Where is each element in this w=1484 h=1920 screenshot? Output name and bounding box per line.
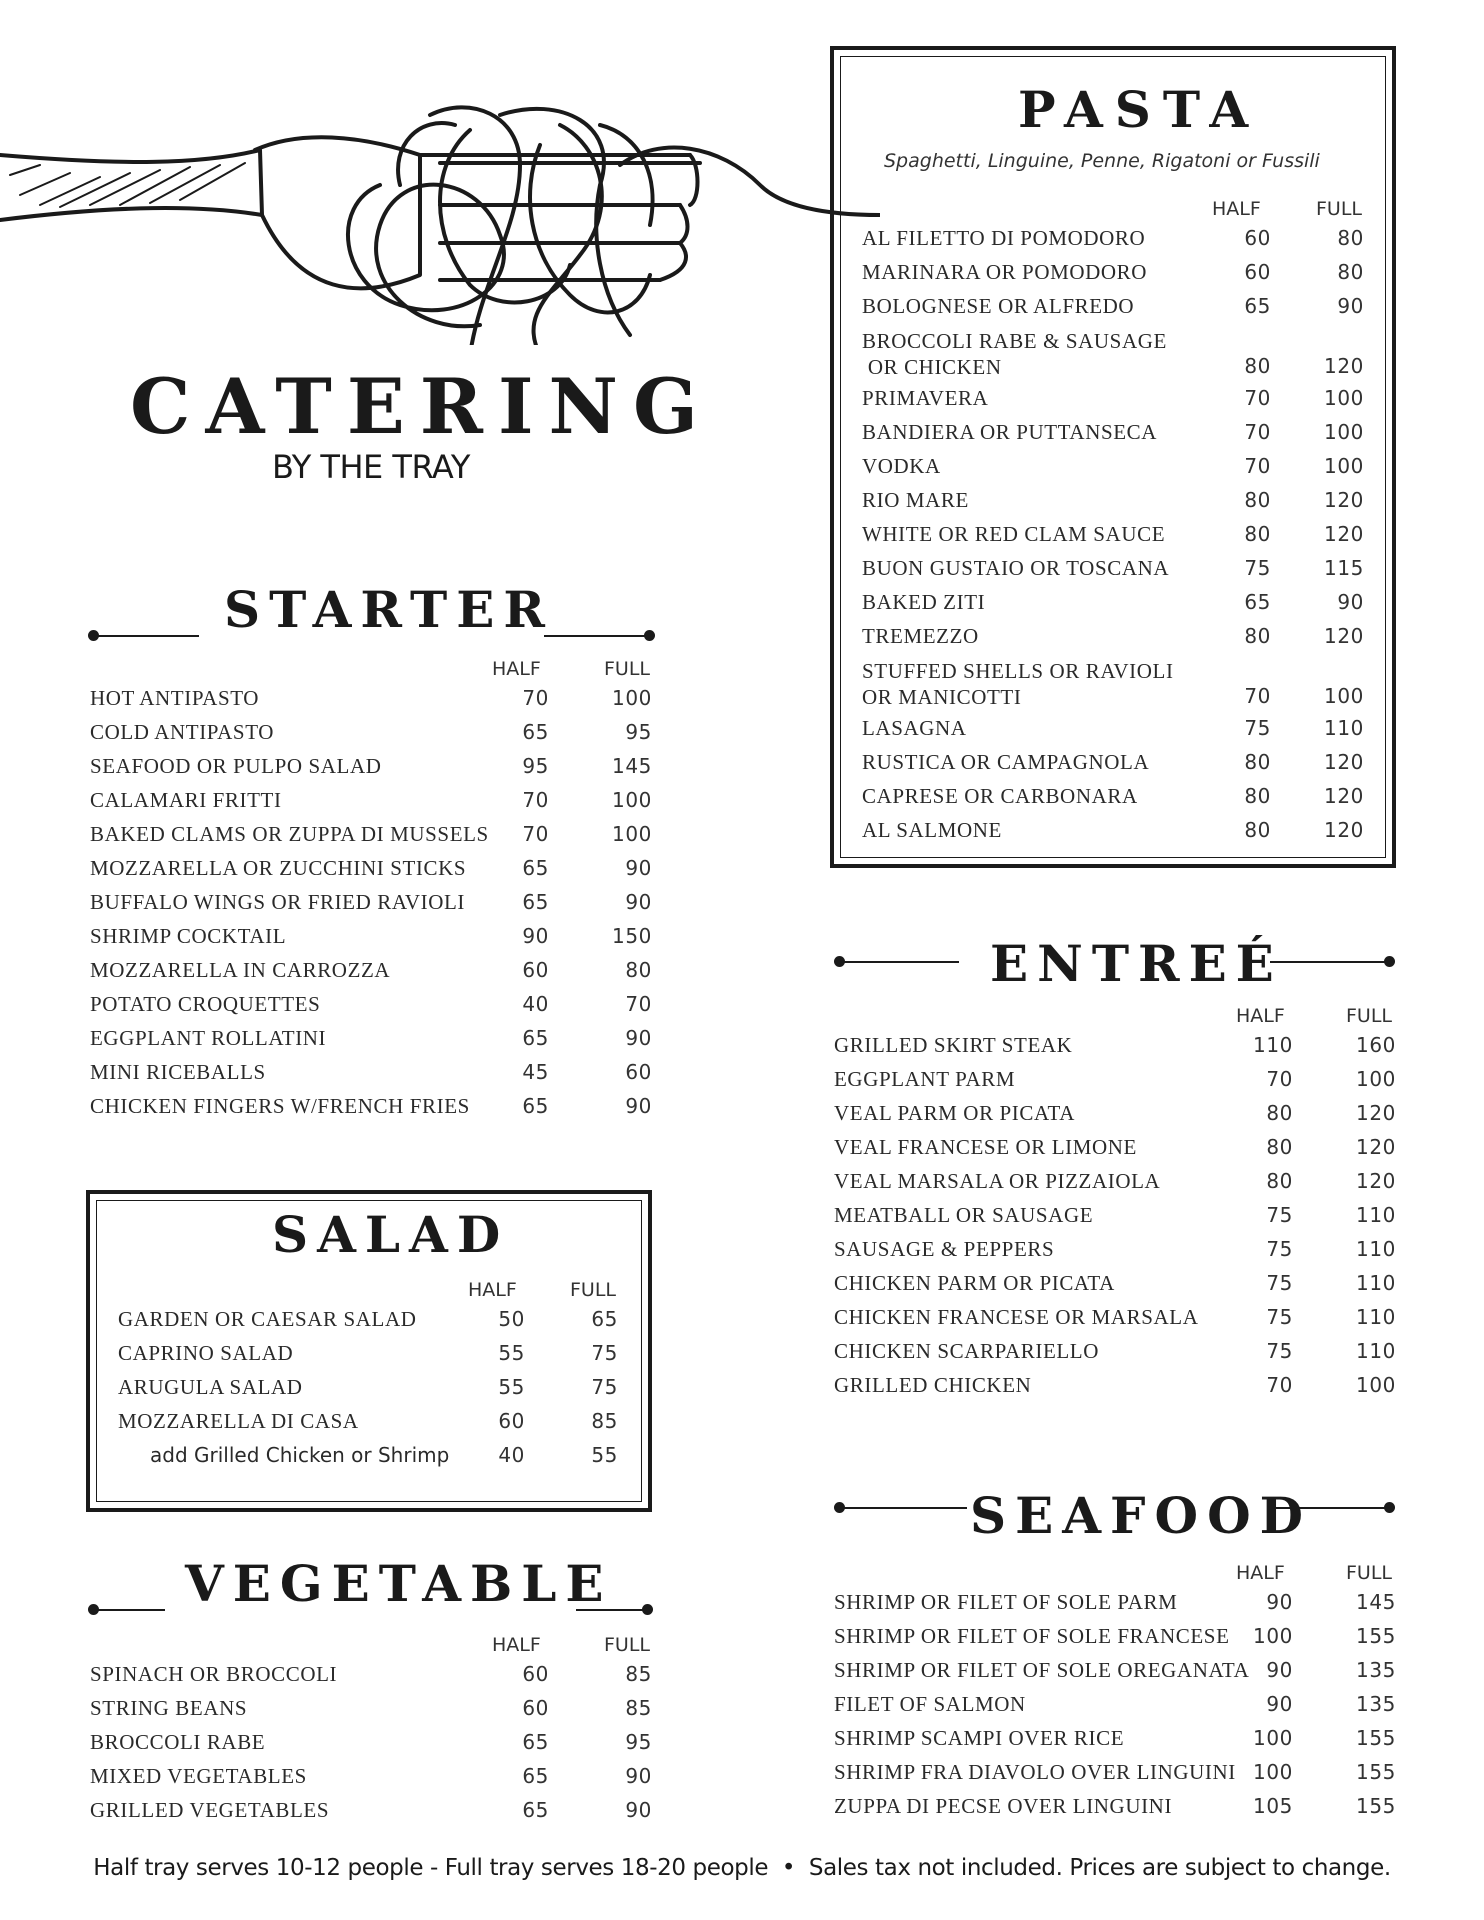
half-price: 80 bbox=[1244, 784, 1271, 808]
pasta-section bbox=[862, 198, 1372, 852]
entree-menu-item bbox=[834, 1339, 1400, 1373]
item-name: STRING BEANS bbox=[90, 1696, 248, 1720]
full-price: 65 bbox=[591, 1307, 618, 1331]
full-price: 55 bbox=[591, 1443, 618, 1467]
seafood-menu-item bbox=[834, 1624, 1400, 1658]
item-name: FILET OF SALMON bbox=[834, 1692, 1026, 1716]
full-price: 80 bbox=[1337, 260, 1364, 284]
starter-menu-item bbox=[90, 958, 656, 992]
item-name: VODKA bbox=[862, 454, 941, 478]
fork-with-spaghetti-icon bbox=[0, 55, 880, 345]
footer-note: Half tray serves 10-12 people - Full tray serves 18-20 people • Sales tax not included. Prices are subject to change. bbox=[93, 1855, 1391, 1881]
vegetable-list bbox=[90, 1662, 656, 1832]
salad-section bbox=[118, 1279, 628, 1477]
half-price: 90 bbox=[1266, 1590, 1293, 1614]
full-price: 120 bbox=[1356, 1135, 1396, 1159]
full-price: 110 bbox=[1356, 1203, 1396, 1227]
half-header: HALF bbox=[492, 658, 541, 680]
full-header: FULL bbox=[570, 1279, 617, 1301]
starter-column-headers bbox=[90, 658, 656, 686]
item-name: GRILLED VEGETABLES bbox=[90, 1798, 330, 1822]
full-price: 95 bbox=[625, 1730, 652, 1754]
starter-menu-item bbox=[90, 1060, 656, 1094]
item-name: VEAL PARM OR PICATA bbox=[834, 1101, 1075, 1125]
item-name: SEAFOOD OR PULPO SALAD bbox=[90, 754, 382, 778]
half-price: 55 bbox=[498, 1341, 525, 1365]
vegetable-column-headers bbox=[90, 1634, 656, 1662]
item-name: SHRIMP OR FILET OF SOLE OREGANATA bbox=[834, 1658, 1250, 1682]
half-price: 65 bbox=[522, 890, 549, 914]
full-price: 100 bbox=[1324, 454, 1364, 478]
pasta-menu-item bbox=[862, 658, 1372, 716]
half-price: 65 bbox=[522, 1764, 549, 1788]
starter-menu-item bbox=[90, 1026, 656, 1060]
item-name: BUFFALO WINGS OR FRIED RAVIOLI bbox=[90, 890, 466, 914]
starter-divider-left bbox=[93, 635, 199, 637]
half-price: 80 bbox=[1266, 1101, 1293, 1125]
seafood-section bbox=[834, 1562, 1400, 1828]
starter-list bbox=[90, 686, 656, 1128]
starter-menu-item bbox=[90, 1094, 656, 1128]
item-name: MOZZARELLA OR ZUCCHINI STICKS bbox=[90, 856, 467, 880]
item-name: AL SALMONE bbox=[862, 818, 1002, 842]
half-header: HALF bbox=[1212, 198, 1261, 220]
half-price: 65 bbox=[522, 1798, 549, 1822]
entree-menu-item bbox=[834, 1271, 1400, 1305]
half-price: 80 bbox=[1266, 1135, 1293, 1159]
page-subtitle: BY THE TRAY bbox=[272, 448, 470, 486]
pasta-menu-item bbox=[862, 386, 1372, 420]
entree-menu-item bbox=[834, 1373, 1400, 1407]
full-price: 110 bbox=[1356, 1237, 1396, 1261]
pasta-menu-item bbox=[862, 716, 1372, 750]
half-price: 60 bbox=[522, 1696, 549, 1720]
full-price: 90 bbox=[625, 1094, 652, 1118]
half-price: 70 bbox=[522, 822, 549, 846]
half-price: 90 bbox=[522, 924, 549, 948]
full-price: 100 bbox=[612, 788, 652, 812]
full-price: 95 bbox=[625, 720, 652, 744]
full-price: 90 bbox=[625, 890, 652, 914]
pasta-menu-item bbox=[862, 328, 1372, 386]
half-price: 75 bbox=[1266, 1339, 1293, 1363]
full-price: 120 bbox=[1324, 784, 1364, 808]
full-price: 90 bbox=[625, 1764, 652, 1788]
salad-column-headers bbox=[118, 1279, 628, 1307]
salad-menu-item bbox=[118, 1341, 628, 1375]
item-name: PRIMAVERA bbox=[862, 386, 989, 410]
full-price: 120 bbox=[1356, 1101, 1396, 1125]
half-price: 70 bbox=[1266, 1373, 1293, 1397]
half-price: 75 bbox=[1266, 1305, 1293, 1329]
half-price: 100 bbox=[1253, 1760, 1293, 1784]
item-name: VEAL MARSALA OR PIZZAIOLA bbox=[834, 1169, 1161, 1193]
pasta-menu-item bbox=[862, 226, 1372, 260]
item-name: TREMEZZO bbox=[862, 624, 979, 648]
item-name: GRILLED CHICKEN bbox=[834, 1373, 1032, 1397]
item-name: CALAMARI FRITTI bbox=[90, 788, 282, 812]
pasta-menu-item bbox=[862, 488, 1372, 522]
item-name: EGGPLANT ROLLATINI bbox=[90, 1026, 327, 1050]
item-name: SHRIMP OR FILET OF SOLE PARM bbox=[834, 1590, 1178, 1614]
full-price: 160 bbox=[1356, 1033, 1396, 1057]
item-name: CHICKEN FRANCESE OR MARSALA bbox=[834, 1305, 1199, 1329]
item-name: SHRIMP SCAMPI OVER RICE bbox=[834, 1726, 1125, 1750]
item-name: SHRIMP FRA DIAVOLO OVER LINGUINI bbox=[834, 1760, 1236, 1784]
item-name: BANDIERA OR PUTTANSECA bbox=[862, 420, 1158, 444]
full-price: 135 bbox=[1356, 1692, 1396, 1716]
full-price: 155 bbox=[1356, 1794, 1396, 1818]
entree-divider-left bbox=[839, 961, 959, 963]
half-price: 80 bbox=[1244, 750, 1271, 774]
seafood-menu-item bbox=[834, 1658, 1400, 1692]
full-price: 100 bbox=[1356, 1373, 1396, 1397]
item-name: SPINACH OR BROCCOLI bbox=[90, 1662, 338, 1686]
seafood-menu-item bbox=[834, 1590, 1400, 1624]
item-name: add Grilled Chicken or Shrimp bbox=[150, 1443, 450, 1467]
half-price: 65 bbox=[1244, 294, 1271, 318]
entree-menu-item bbox=[834, 1067, 1400, 1101]
full-price: 100 bbox=[1324, 386, 1364, 410]
half-price: 70 bbox=[522, 686, 549, 710]
item-name: MOZZARELLA IN CARROZZA bbox=[90, 958, 391, 982]
seafood-title: SEAFOOD bbox=[970, 1486, 1312, 1545]
entree-menu-item bbox=[834, 1237, 1400, 1271]
half-price: 75 bbox=[1244, 556, 1271, 580]
full-price: 110 bbox=[1324, 716, 1364, 740]
half-price: 60 bbox=[1244, 260, 1271, 284]
entree-menu-item bbox=[834, 1101, 1400, 1135]
full-price: 120 bbox=[1324, 522, 1364, 546]
seafood-divider-left bbox=[839, 1507, 967, 1509]
starter-divider-right bbox=[544, 635, 650, 637]
entree-divider-right bbox=[1270, 961, 1390, 963]
full-price: 110 bbox=[1356, 1339, 1396, 1363]
item-name: STUFFED SHELLS OR RAVIOLI OR MANICOTTI bbox=[862, 659, 1174, 709]
starter-menu-item bbox=[90, 856, 656, 890]
full-price: 90 bbox=[625, 1026, 652, 1050]
starter-menu-item bbox=[90, 822, 656, 856]
pasta-menu-item bbox=[862, 784, 1372, 818]
full-price: 85 bbox=[591, 1409, 618, 1433]
half-price: 80 bbox=[1266, 1169, 1293, 1193]
item-name: CAPRESE OR CARBONARA bbox=[862, 784, 1138, 808]
item-name: ARUGULA SALAD bbox=[118, 1375, 303, 1399]
item-name: RIO MARE bbox=[862, 488, 969, 512]
half-price: 80 bbox=[1244, 522, 1271, 546]
pasta-menu-item bbox=[862, 818, 1372, 852]
starter-title: STARTER bbox=[224, 580, 554, 639]
pasta-column-headers bbox=[862, 198, 1372, 226]
full-price: 110 bbox=[1356, 1305, 1396, 1329]
full-price: 120 bbox=[1324, 488, 1364, 512]
pasta-menu-item bbox=[862, 294, 1372, 328]
item-name: CHICKEN PARM OR PICATA bbox=[834, 1271, 1115, 1295]
item-name: HOT ANTIPASTO bbox=[90, 686, 260, 710]
half-header: HALF bbox=[492, 1634, 541, 1656]
half-price: 65 bbox=[522, 1730, 549, 1754]
item-name: BROCCOLI RABE bbox=[90, 1730, 266, 1754]
entree-menu-item bbox=[834, 1033, 1400, 1067]
half-price: 80 bbox=[1244, 624, 1271, 648]
seafood-menu-item bbox=[834, 1692, 1400, 1726]
item-name: BOLOGNESE OR ALFREDO bbox=[862, 294, 1135, 318]
entree-menu-item bbox=[834, 1169, 1400, 1203]
item-name: MOZZARELLA DI CASA bbox=[118, 1409, 359, 1433]
half-price: 70 bbox=[522, 788, 549, 812]
item-name: MARINARA OR POMODORO bbox=[862, 260, 1148, 284]
half-price: 70 bbox=[1244, 454, 1271, 478]
salad-list bbox=[118, 1307, 628, 1477]
half-price: 65 bbox=[522, 720, 549, 744]
pasta-menu-item bbox=[862, 454, 1372, 488]
half-price: 65 bbox=[522, 856, 549, 880]
half-price: 65 bbox=[1244, 590, 1271, 614]
item-name: AL FILETTO DI POMODORO bbox=[862, 226, 1146, 250]
half-price: 90 bbox=[1266, 1658, 1293, 1682]
half-price: 75 bbox=[1266, 1203, 1293, 1227]
full-price: 145 bbox=[612, 754, 652, 778]
pasta-menu-item bbox=[862, 590, 1372, 624]
half-price: 70 bbox=[1244, 386, 1271, 410]
seafood-menu-item bbox=[834, 1760, 1400, 1794]
full-price: 100 bbox=[612, 686, 652, 710]
half-price: 60 bbox=[498, 1409, 525, 1433]
full-price: 120 bbox=[1324, 624, 1364, 648]
full-price: 155 bbox=[1356, 1760, 1396, 1784]
half-price: 95 bbox=[522, 754, 549, 778]
half-price: 70 bbox=[1244, 420, 1271, 444]
half-price: 50 bbox=[498, 1307, 525, 1331]
item-name: GRILLED SKIRT STEAK bbox=[834, 1033, 1073, 1057]
full-price: 100 bbox=[1324, 684, 1364, 708]
full-price: 80 bbox=[1337, 226, 1364, 250]
vegetable-title: VEGETABLE bbox=[185, 1554, 613, 1613]
item-name: RUSTICA OR CAMPAGNOLA bbox=[862, 750, 1150, 774]
full-price: 120 bbox=[1324, 354, 1364, 378]
seafood-column-headers bbox=[834, 1562, 1400, 1590]
entree-section bbox=[834, 1005, 1400, 1407]
entree-title: ENTREÉ bbox=[990, 934, 1283, 993]
item-name: CAPRINO SALAD bbox=[118, 1341, 294, 1365]
full-price: 85 bbox=[625, 1662, 652, 1686]
full-price: 110 bbox=[1356, 1271, 1396, 1295]
starter-section bbox=[90, 658, 656, 1128]
full-header: FULL bbox=[1346, 1562, 1393, 1584]
entree-menu-item bbox=[834, 1135, 1400, 1169]
salad-menu-item bbox=[118, 1409, 628, 1443]
salad-title: SALAD bbox=[272, 1205, 510, 1264]
starter-menu-item bbox=[90, 720, 656, 754]
half-price: 60 bbox=[522, 958, 549, 982]
item-name: LASAGNA bbox=[862, 716, 967, 740]
half-price: 65 bbox=[522, 1026, 549, 1050]
item-name: POTATO CROQUETTES bbox=[90, 992, 321, 1016]
vegetable-divider-left bbox=[93, 1609, 165, 1611]
vegetable-menu-item bbox=[90, 1696, 656, 1730]
full-price: 70 bbox=[625, 992, 652, 1016]
full-header: FULL bbox=[604, 658, 651, 680]
full-price: 120 bbox=[1356, 1169, 1396, 1193]
full-price: 120 bbox=[1324, 750, 1364, 774]
half-price: 75 bbox=[1266, 1271, 1293, 1295]
pasta-list bbox=[862, 226, 1372, 852]
half-price: 40 bbox=[498, 1443, 525, 1467]
starter-menu-item bbox=[90, 924, 656, 958]
full-price: 90 bbox=[625, 1798, 652, 1822]
half-price: 60 bbox=[522, 1662, 549, 1686]
salad-menu-item bbox=[118, 1375, 628, 1409]
half-price: 110 bbox=[1253, 1033, 1293, 1057]
salad-menu-item bbox=[118, 1443, 628, 1477]
item-name: EGGPLANT PARM bbox=[834, 1067, 1016, 1091]
half-price: 105 bbox=[1253, 1794, 1293, 1818]
full-header: FULL bbox=[604, 1634, 651, 1656]
item-name: BROCCOLI RABE & SAUSAGE OR CHICKEN bbox=[862, 329, 1167, 379]
item-name: BUON GUSTAIO OR TOSCANA bbox=[862, 556, 1170, 580]
half-price: 60 bbox=[1244, 226, 1271, 250]
starter-menu-item bbox=[90, 890, 656, 924]
item-name: SHRIMP COCKTAIL bbox=[90, 924, 287, 948]
half-price: 80 bbox=[1244, 354, 1271, 378]
item-name: BAKED CLAMS OR ZUPPA DI MUSSELS bbox=[90, 822, 489, 846]
page-title: CATERING bbox=[130, 362, 713, 451]
item-name: ZUPPA DI PECSE OVER LINGUINI bbox=[834, 1794, 1173, 1818]
pasta-menu-item bbox=[862, 556, 1372, 590]
full-price: 135 bbox=[1356, 1658, 1396, 1682]
pasta-menu-item bbox=[862, 420, 1372, 454]
full-price: 60 bbox=[625, 1060, 652, 1084]
seafood-menu-item bbox=[834, 1726, 1400, 1760]
half-price: 80 bbox=[1244, 488, 1271, 512]
item-name: MIXED VEGETABLES bbox=[90, 1764, 307, 1788]
pasta-title: PASTA bbox=[1018, 80, 1261, 139]
full-price: 155 bbox=[1356, 1726, 1396, 1750]
starter-menu-item bbox=[90, 754, 656, 788]
entree-menu-item bbox=[834, 1203, 1400, 1237]
full-price: 90 bbox=[1337, 294, 1364, 318]
vegetable-menu-item bbox=[90, 1730, 656, 1764]
seafood-list bbox=[834, 1590, 1400, 1828]
salad-menu-item bbox=[118, 1307, 628, 1341]
full-price: 85 bbox=[625, 1696, 652, 1720]
full-header: FULL bbox=[1316, 198, 1363, 220]
full-price: 155 bbox=[1356, 1624, 1396, 1648]
entree-menu-item bbox=[834, 1305, 1400, 1339]
full-header: FULL bbox=[1346, 1005, 1393, 1027]
full-price: 90 bbox=[1337, 590, 1364, 614]
full-price: 145 bbox=[1356, 1590, 1396, 1614]
entree-column-headers bbox=[834, 1005, 1400, 1033]
full-price: 80 bbox=[625, 958, 652, 982]
full-price: 100 bbox=[1324, 420, 1364, 444]
pasta-menu-item bbox=[862, 522, 1372, 556]
pasta-menu-item bbox=[862, 750, 1372, 784]
item-name: MEATBALL OR SAUSAGE bbox=[834, 1203, 1094, 1227]
starter-menu-item bbox=[90, 788, 656, 822]
full-price: 90 bbox=[625, 856, 652, 880]
half-price: 75 bbox=[1244, 716, 1271, 740]
full-price: 100 bbox=[612, 822, 652, 846]
full-price: 75 bbox=[591, 1375, 618, 1399]
full-price: 75 bbox=[591, 1341, 618, 1365]
pasta-menu-item bbox=[862, 624, 1372, 658]
full-price: 115 bbox=[1324, 556, 1364, 580]
half-price: 45 bbox=[522, 1060, 549, 1084]
half-price: 40 bbox=[522, 992, 549, 1016]
half-price: 55 bbox=[498, 1375, 525, 1399]
half-price: 90 bbox=[1266, 1692, 1293, 1716]
half-header: HALF bbox=[1236, 1005, 1285, 1027]
vegetable-menu-item bbox=[90, 1798, 656, 1832]
full-price: 100 bbox=[1356, 1067, 1396, 1091]
seafood-menu-item bbox=[834, 1794, 1400, 1828]
item-name: CHICKEN SCARPARIELLO bbox=[834, 1339, 1100, 1363]
item-name: SHRIMP OR FILET OF SOLE FRANCESE bbox=[834, 1624, 1230, 1648]
vegetable-menu-item bbox=[90, 1662, 656, 1696]
pasta-subtitle: Spaghetti, Linguine, Penne, Rigatoni or Fussili bbox=[884, 150, 1320, 172]
item-name: COLD ANTIPASTO bbox=[90, 720, 275, 744]
vegetable-section bbox=[90, 1634, 656, 1832]
item-name: WHITE OR RED CLAM SAUCE bbox=[862, 522, 1166, 546]
pasta-menu-item bbox=[862, 260, 1372, 294]
item-name: CHICKEN FINGERS W/FRENCH FRIES bbox=[90, 1094, 470, 1118]
item-name: SAUSAGE & PEPPERS bbox=[834, 1237, 1055, 1261]
full-price: 120 bbox=[1324, 818, 1364, 842]
half-price: 70 bbox=[1244, 684, 1271, 708]
half-price: 65 bbox=[522, 1094, 549, 1118]
starter-menu-item bbox=[90, 992, 656, 1026]
starter-menu-item bbox=[90, 686, 656, 720]
half-price: 70 bbox=[1266, 1067, 1293, 1091]
item-name: GARDEN OR CAESAR SALAD bbox=[118, 1307, 417, 1331]
half-price: 80 bbox=[1244, 818, 1271, 842]
full-price: 150 bbox=[612, 924, 652, 948]
half-header: HALF bbox=[468, 1279, 517, 1301]
half-price: 75 bbox=[1266, 1237, 1293, 1261]
half-header: HALF bbox=[1236, 1562, 1285, 1584]
entree-list bbox=[834, 1033, 1400, 1407]
half-price: 100 bbox=[1253, 1726, 1293, 1750]
half-price: 100 bbox=[1253, 1624, 1293, 1648]
vegetable-menu-item bbox=[90, 1764, 656, 1798]
item-name: VEAL FRANCESE OR LIMONE bbox=[834, 1135, 1137, 1159]
item-name: MINI RICEBALLS bbox=[90, 1060, 266, 1084]
item-name: BAKED ZITI bbox=[862, 590, 986, 614]
